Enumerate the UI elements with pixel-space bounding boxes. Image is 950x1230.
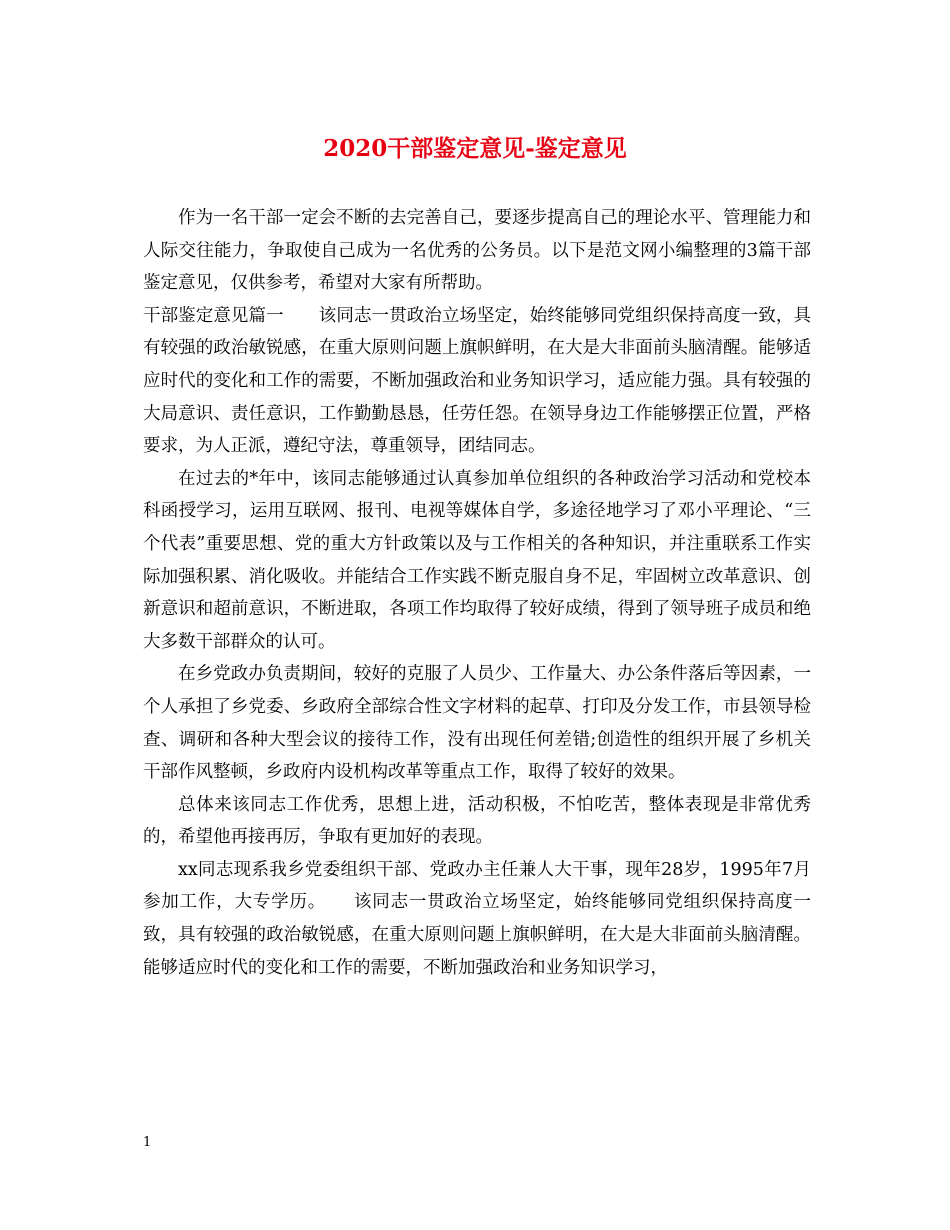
paragraph-section-one: 干部鉴定意见篇一 该同志一贯政治立场坚定，始终能够同党组织保持高度一致，具有较强的政治敏锐感，在重大原则问题上旗帜鲜明，在大是大非面前头脑清醒。能够适应时代的变化和工作的需要，不断加强政治和业务知识学习，适应能力强。具有较强的大局意识、责任意识，工作勤勤恳恳，任劳任怨。在领导身边工作能够摆正位置，严格要求，为人正派，遵纪守法，尊重领导，团结同志。	[143, 305, 811, 457]
document-body	[143, 202, 811, 984]
paragraph-study: 在过去的*年中，该同志能够通过认真参加单位组织的各种政治学习活动和党校本科函授学习，运用互联网、报刊、电视等媒体自学，多途径地学习了邓小平理论、“三个代表”重要思想、党的重大方针政策以及与工作相关的各种知识，并注重联系工作实际加强积累、消化吸收。并能结合工作实践不断克服自身不足，牢固树立改革意识、创新意识和超前意识，不断进取，各项工作均取得了较好成绩，得到了领导班子成员和绝大多数干部群众的认可。	[143, 468, 811, 652]
paragraph-summary: 总体来该同志工作优秀，思想上进，活动积极，不怕吃苦，整体表现是非常优秀的，希望他再接再厉，争取有更加好的表现。	[143, 794, 811, 848]
paragraph-intro: 作为一名干部一定会不断的去完善自己，要逐步提高自己的理论水平、管理能力和人际交往能力，争取使自己成为一名优秀的公务员。以下是范文网小编整理的3篇干部鉴定意见，仅供参考，希望对大家有所帮助。	[143, 208, 811, 294]
paragraph-xx-comrade: xx同志现系我乡党委组织干部、党政办主任兼人大干事，现年28岁，1995年7月参加工作，大专学历。 该同志一贯政治立场坚定，始终能够同党组织保持高度一致，具有较强的政治敏锐感，在重大原则问题上旗帜鲜明，在大是大非面前头脑清醒。能够适应时代的变化和工作的需要，不断加强政治和业务知识学习，	[143, 859, 811, 978]
document-title: 2020干部鉴定意见-鉴定意见	[323, 135, 627, 162]
page-number: 1	[143, 1135, 152, 1150]
paragraph-office-work: 在乡党政办负责期间，较好的克服了人员少、工作量大、办公条件落后等因素，一个人承担了乡党委、乡政府全部综合性文字材料的起草、打印及分发工作，市县领导检查、调研和各种大型会议的接待工作，没有出现任何差错;创造性的组织开展了乡机关干部作风整顿，乡政府内设机构改革等重点工作，取得了较好的效果。	[143, 664, 811, 783]
